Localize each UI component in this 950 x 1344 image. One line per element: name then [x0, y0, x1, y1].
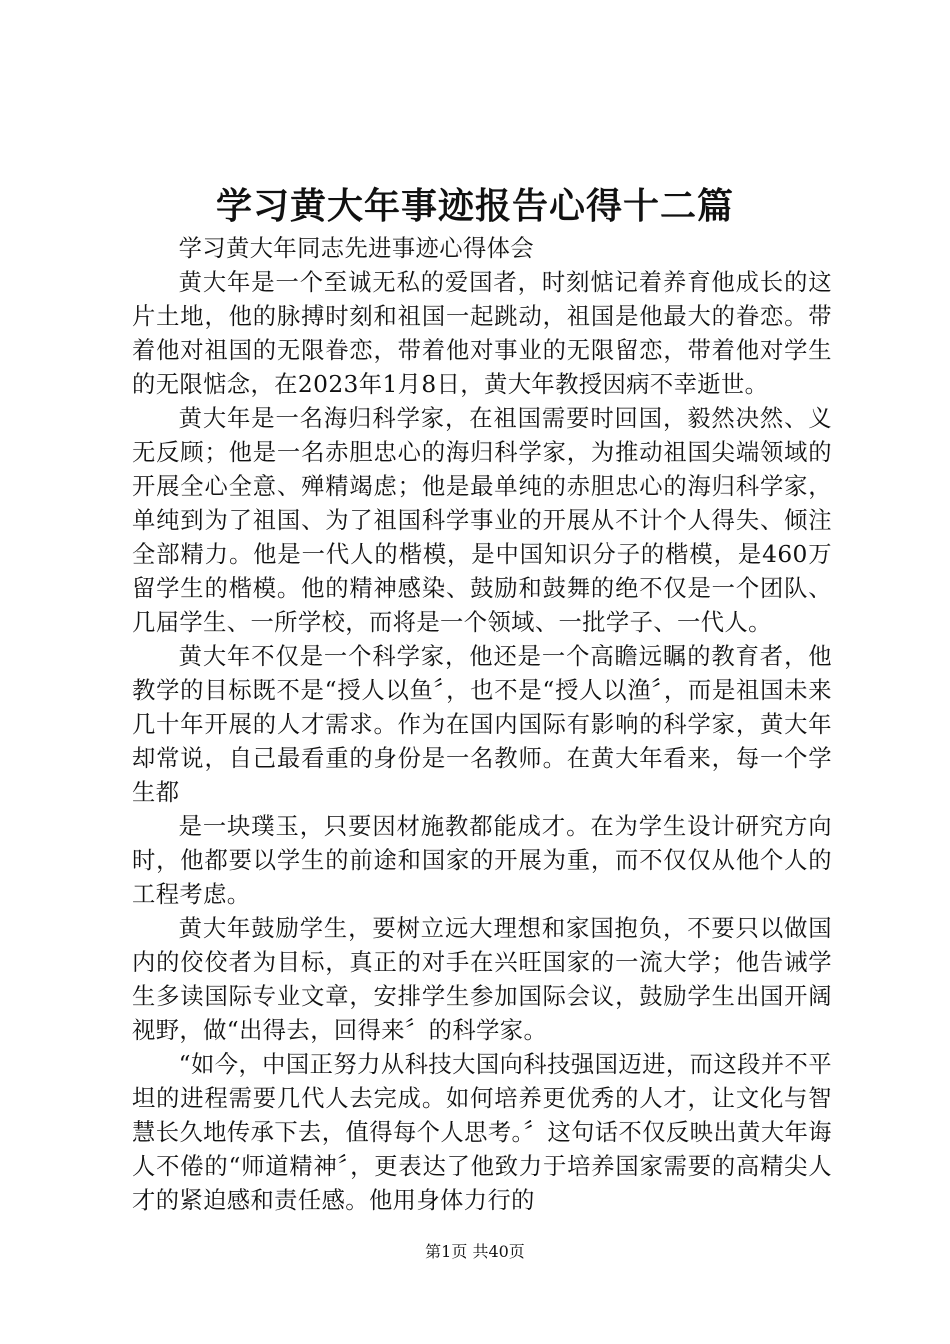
body-paragraph: 是一块璞玉，只要因材施教都能成才。在为学生设计研究方向时，他都要以学生的前途和国家的开展为重，而不仅仅从他个人的工程考虑。 — [132, 813, 832, 908]
page-number-footer: 第1页 共40页 — [425, 1242, 525, 1261]
body-paragraph: 黄大年鼓励学生，要树立远大理想和家国抱负，不要只以做国内的佼佼者为目标，真正的对手在兴旺国家的一流大学；他告诫学生多读国际专业文章，安排学生参加国际会议，鼓励学生出国开阔视野，做“出得去，回得来〞的科学家。 — [132, 915, 832, 1044]
body-paragraph: 黄大年是一名海归科学家，在祖国需要时回国，毅然决然、义无反顾；他是一名赤胆忠心的海归科学家，为推动祖国尖端领域的开展全心全意、殚精竭虑；他是最单纯的赤胆忠心的海归科学家，单纯到为了祖国、为了祖国科学事业的开展从不计个人得失、倾注全部精力。他是一代人的楷模，是中国知识分子的楷模，是460万留学生的楷模。他的精神感染、鼓励和鼓舞的绝不仅是一个团队、几届学生、一所学校，而将是一个领域、一批学子、一代人。 — [132, 405, 832, 636]
body-paragraph: 黄大年不仅是一个科学家，他还是一个高瞻远瞩的教育者，他教学的目标既不是“授人以鱼〞，也不是“授人以渔〞，而是祖国未来几十年开展的人才需求。作为在国内国际有影响的科学家，黄大年却常说，自己最看重的身份是一名教师。在黄大年看来，每一个学生都 — [132, 643, 832, 806]
document-body — [132, 232, 832, 1218]
body-paragraph: “如今，中国正努力从科技大国向科技强国迈进，而这段并不平坦的进程需要几代人去完成。如何培养更优秀的人才，让文化与智慧长久地传承下去，值得每个人思考。〞这句话不仅反映出黄大年诲人不倦的“师道精神〞，更表达了他致力于培养国家需要的高精尖人才的紧迫感和责任感。他用身体力行的 — [132, 1051, 832, 1214]
document-title: 学习黄大年事迹报告心得十二篇 — [215, 185, 734, 227]
body-paragraph: 黄大年是一个至诚无私的爱国者，时刻惦记着养育他成长的这片土地，他的脉搏时刻和祖国一起跳动，祖国是他最大的眷恋。带着他对祖国的无限眷恋，带着他对事业的无限留恋，带着他对学生的无限惦念，在2023年1月8日，黄大年教授因病不幸逝世。 — [132, 269, 832, 398]
subtitle-paragraph: 学习黄大年同志先进事迹心得体会 — [178, 235, 535, 262]
